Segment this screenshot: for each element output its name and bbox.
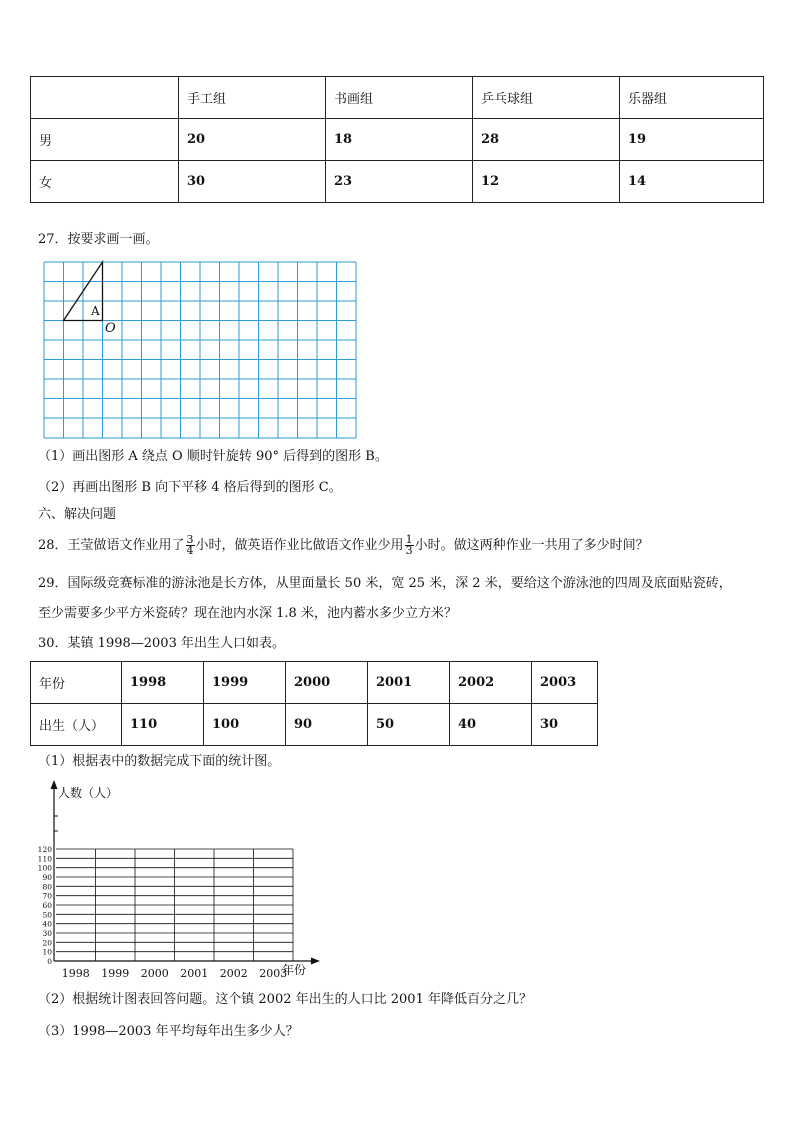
q30-title: 30．某镇 1998—2003 年出生人口如表。 [38,636,285,651]
table-cell: 女 [31,161,179,203]
table-cell: 出生（人） [31,704,122,746]
table-cell: 90 [286,704,368,746]
label-o: O [105,321,116,336]
q28-text [38,535,649,556]
table-cell: 100 [204,704,286,746]
y-axis-arrow-icon [51,780,58,789]
table-row [31,161,764,203]
q30-sub2: （2）根据统计图表回答问题。这个镇 2002 年出生的人口比 2001 年降低百分之几？ [38,992,532,1007]
q27-sub1: （1）画出图形 A 绕点 O 顺时针旋转 90° 后得到的图形 B。 [38,449,388,464]
table-cell: 年份 [31,662,122,704]
x-axis-arrow-icon [311,958,320,965]
group-table-header-row [31,77,764,119]
group-table-header-cell: 乒乓球组 [473,77,620,119]
q30-sub3: （3）1998—2003 年平均每年出生多少人？ [38,1024,299,1039]
fraction-numerator: 3 [186,533,194,546]
q27-grid-figure [40,258,360,440]
y-tick-label: 10 [42,947,52,957]
table-cell: 2000 [286,662,368,704]
fraction-denominator: 4 [186,544,194,557]
table-cell: 2001 [368,662,450,704]
y-tick-label: 100 [37,863,52,873]
table-cell: 男 [31,119,179,161]
table-cell: 23 [326,161,473,203]
table-cell: 18 [326,119,473,161]
table-cell: 14 [620,161,764,203]
group-table-header-cell: 书画组 [326,77,473,119]
table-cell: 2002 [450,662,532,704]
q29-line2: 至少需要多少平方米瓷砖？现在池内水深 1.8 米，池内蓄水多少立方米？ [38,606,457,621]
table-cell: 1998 [122,662,204,704]
q30-sub1: （1）根据表中的数据完成下面的统计图。 [38,754,281,769]
y-tick-label: 40 [42,919,52,929]
x-tick-label: 2002 [219,967,248,980]
fraction-numerator: 1 [405,533,413,546]
table-cell: 30 [532,704,598,746]
fraction-3-4 [186,535,195,556]
table-cell: 20 [179,119,326,161]
y-tick-label: 60 [42,901,52,910]
table-cell: 1999 [204,662,286,704]
y-tick-label: 20 [42,938,52,948]
x-axis-label: 年份 [282,963,307,977]
y-tick-label: 0 [47,957,52,966]
square-grid [44,262,356,438]
table-row [31,119,764,161]
y-tick-labels [38,845,53,966]
table-cell: 2003 [532,662,598,704]
y-tick-label: 110 [37,854,52,864]
x-tick-label: 2000 [140,967,169,980]
fraction-denominator: 3 [405,544,413,557]
table-cell: 30 [179,161,326,203]
section-heading: 六、解决问题 [38,507,117,522]
chart-grid [56,849,293,961]
q27-sub2: （2）再画出图形 B 向下平移 4 格后得到的图形 C。 [38,480,342,495]
y-tick-label: 50 [42,910,52,920]
table-cell: 50 [368,704,450,746]
y-tick-label: 90 [42,873,52,882]
y-tick-label: 80 [42,882,52,892]
group-table-header-cell: 手工组 [179,77,326,119]
x-tick-label: 2001 [180,967,209,980]
q29-line1: 29．国际级竞赛标准的游泳池是长方体，从里面量长 50 米，宽 25 米，深 2 米，要给这个游泳池的四周及底面贴瓷砖， [38,576,732,591]
population-table [30,661,598,746]
y-tick-label: 70 [42,891,52,901]
x-tick-label: 1999 [101,967,130,980]
table-cell: 40 [450,704,532,746]
q28-part3: 小时。做这两种作业一共用了多少时间？ [414,538,649,553]
y-axis-label: 人数（人） [58,786,119,800]
q28-part2: 小时，做英语作业比做语文作业少用 [195,538,404,553]
table-cell: 28 [473,119,620,161]
table-row [31,662,598,704]
group-table-header-cell [31,77,179,119]
group-table-header-cell: 乐器组 [620,77,764,119]
fraction-1-3 [405,535,414,556]
x-tick-label: 1998 [61,967,90,980]
x-tick-label: 2003 [259,967,288,980]
group-table [30,76,764,203]
table-cell: 110 [122,704,204,746]
label-a: A [91,304,100,318]
table-cell: 12 [473,161,620,203]
x-tick-labels [62,967,288,980]
table-row [31,704,598,746]
table-cell: 19 [620,119,764,161]
y-tick-label: 120 [37,845,52,854]
q27-title: 27．按要求画一画。 [38,232,159,247]
population-chart [36,778,326,984]
q28-part1: 28．王莹做语文作业用了 [38,538,185,553]
y-tick-label: 30 [42,929,52,938]
